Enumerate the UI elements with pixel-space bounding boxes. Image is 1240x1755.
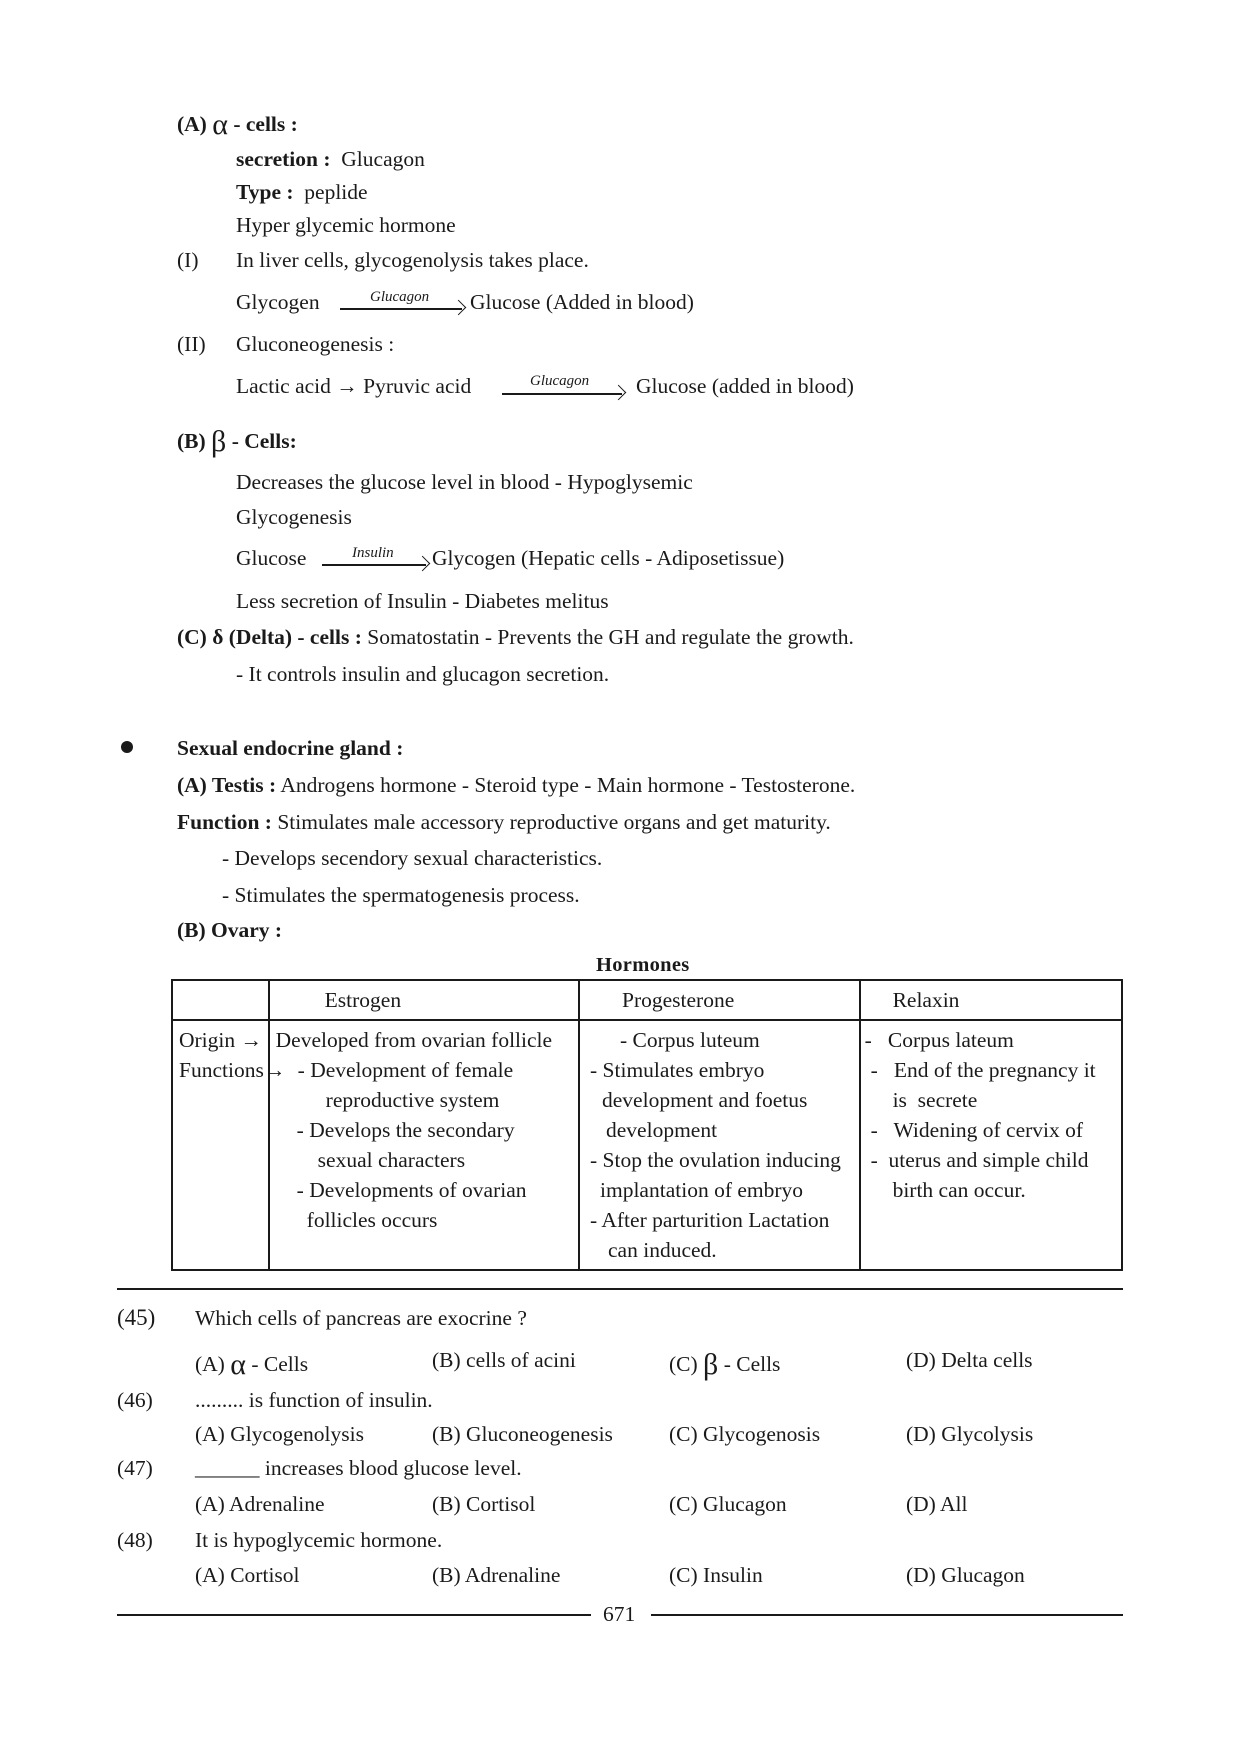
item-text: Gluconeogenesis : — [236, 332, 395, 356]
table-cell — [579, 1020, 860, 1270]
cell-line: - After parturition Lactation — [590, 1208, 830, 1232]
cell-line: - End of the pregnancy it — [870, 1058, 1096, 1082]
cell-line: can induced. — [608, 1238, 717, 1262]
cell-line: - Corpus luteum — [620, 1028, 760, 1052]
arrow-label: Glucagon — [530, 373, 590, 389]
section-b-heading: (B) β - Cells: — [177, 425, 297, 458]
cell-line: implantation of embryo — [600, 1178, 804, 1202]
item-text: In liver cells, glycogenolysis takes place. — [236, 248, 589, 272]
section-b-line: Less secretion of Insulin - Diabetes melitus — [236, 589, 609, 613]
section-b-line: Glycogenesis — [236, 505, 352, 529]
function-line: Function : Stimulates male accessory reproductive organs and get maturity. — [177, 810, 831, 834]
item-num: (II) — [177, 332, 206, 356]
ovary-heading: (B) Ovary : — [177, 918, 283, 942]
secretion-line: secretion : Glucagon — [236, 147, 425, 171]
hormone-line: Hyper glycemic hormone — [236, 213, 456, 237]
cell-line: birth can occur. — [892, 1178, 1026, 1202]
section-a-heading: (A) α - cells : — [177, 108, 298, 141]
cell-line: - Stop the ovulation inducing — [590, 1148, 841, 1172]
type-line: Type : peplide — [236, 180, 368, 204]
row-label: Origin → — [179, 1028, 263, 1052]
question-number: (47) — [117, 1456, 153, 1480]
item-num: (I) — [177, 248, 199, 272]
arrow-label: Insulin — [352, 545, 394, 561]
question-option: (D) Glucagon — [906, 1563, 1025, 1587]
question-option: (D) Glycolysis — [906, 1422, 1034, 1446]
question-option: (D) All — [906, 1492, 968, 1516]
section-divider — [117, 1288, 1123, 1290]
table-cell — [269, 1020, 579, 1270]
arrow-label: Glucagon — [370, 289, 430, 305]
question-option: (C) Glycogenosis — [669, 1422, 821, 1446]
section-c-line2: - It controls insulin and glucagon secretion. — [236, 662, 610, 686]
question-text: It is hypoglycemic hormone. — [195, 1528, 443, 1552]
cell-line: - Development of female — [297, 1058, 514, 1082]
page-number: 671 — [603, 1602, 636, 1626]
table-header-cell: Estrogen — [269, 980, 579, 1020]
table-title: Hormones — [596, 954, 690, 976]
hormones-table — [171, 979, 1123, 1271]
bullet-icon — [121, 741, 133, 753]
question-option: (A) Glycogenolysis — [195, 1422, 364, 1446]
question-text: ......... is function of insulin. — [195, 1388, 433, 1412]
equation-left: Lactic acid → Pyruvic acid — [236, 374, 472, 398]
section-c-line: (C) δ (Delta) - cells : Somatostatin - Prevents the GH and regulate the growth. — [177, 625, 854, 649]
footer-rule-right — [651, 1614, 1123, 1616]
beta-symbol: β — [703, 1348, 719, 1381]
beta-symbol: β — [211, 425, 227, 458]
cell-line: development — [606, 1118, 718, 1142]
alpha-symbol: α — [230, 1348, 246, 1381]
equation-left: Glycogen — [236, 290, 320, 314]
alpha-symbol: α — [212, 108, 228, 141]
question-option: (B) Cortisol — [432, 1492, 536, 1516]
cell-line: reproductive system — [325, 1088, 500, 1112]
question-number: (46) — [117, 1388, 153, 1412]
table-row — [172, 1020, 1122, 1270]
cell-line: - Stimulates embryo — [590, 1058, 765, 1082]
reaction-arrow — [340, 308, 462, 310]
question-option: (C) Insulin — [669, 1563, 763, 1587]
question-option: (A) Cortisol — [195, 1563, 300, 1587]
reaction-arrow — [322, 564, 426, 566]
question-option: (C) β - Cells — [669, 1348, 781, 1381]
question-option: (C) Glucagon — [669, 1492, 787, 1516]
question-option: (B) cells of acini — [432, 1348, 576, 1372]
question-number: (45) — [117, 1305, 156, 1330]
table-header-cell: Progesterone — [579, 980, 860, 1020]
cell-line: Developed from ovarian follicle — [275, 1028, 553, 1052]
testis-line: (A) Testis : Androgens hormone - Steroid type - Main hormone - Testosterone. — [177, 773, 856, 797]
cell-line: - Develops the secondary — [296, 1118, 515, 1142]
testis-point: - Develops secendory sexual characteristics. — [222, 846, 603, 870]
table-header-cell: Relaxin — [860, 980, 1122, 1020]
question-text: ______ increases blood glucose level. — [195, 1456, 522, 1480]
question-option: (B) Adrenaline — [432, 1563, 561, 1587]
cell-line: follicles occurs — [306, 1208, 438, 1232]
question-number: (48) — [117, 1528, 153, 1552]
cell-line: - Corpus lateum — [864, 1028, 1014, 1052]
equation-right: Glucose (Added in blood) — [470, 290, 694, 314]
row-labels-cell — [172, 1020, 286, 1270]
question-option: (D) Delta cells — [906, 1348, 1033, 1372]
equation-right: Glucose (added in blood) — [636, 374, 854, 398]
footer-rule-left — [117, 1614, 591, 1616]
sexual-gland-heading: Sexual endocrine gland : — [177, 736, 404, 760]
row-label: Functions→ — [179, 1058, 286, 1082]
cell-line: - uterus and simple child — [870, 1148, 1089, 1172]
question-option: (A) α - Cells — [195, 1348, 309, 1381]
question-option: (B) Gluconeogenesis — [432, 1422, 613, 1446]
table-cell — [860, 1020, 1122, 1270]
question-text: Which cells of pancreas are exocrine ? — [195, 1306, 527, 1330]
cell-line: development and foetus — [602, 1088, 808, 1112]
table-header-row — [172, 980, 1122, 1020]
testis-point: - Stimulates the spermatogenesis process. — [222, 883, 580, 907]
cell-line: is secrete — [892, 1088, 978, 1112]
table-corner-cell — [172, 980, 269, 1020]
cell-line: - Developments of ovarian — [296, 1178, 527, 1202]
equation-left: Glucose — [236, 546, 307, 570]
reaction-arrow — [502, 393, 622, 395]
cell-line: sexual characters — [317, 1148, 466, 1172]
cell-line: - Widening of cervix of — [870, 1118, 1084, 1142]
question-option: (A) Adrenaline — [195, 1492, 325, 1516]
section-b-line: Decreases the glucose level in blood - Hypoglysemic — [236, 470, 693, 494]
equation-right: Glycogen (Hepatic cells - Adiposetissue) — [432, 546, 785, 570]
